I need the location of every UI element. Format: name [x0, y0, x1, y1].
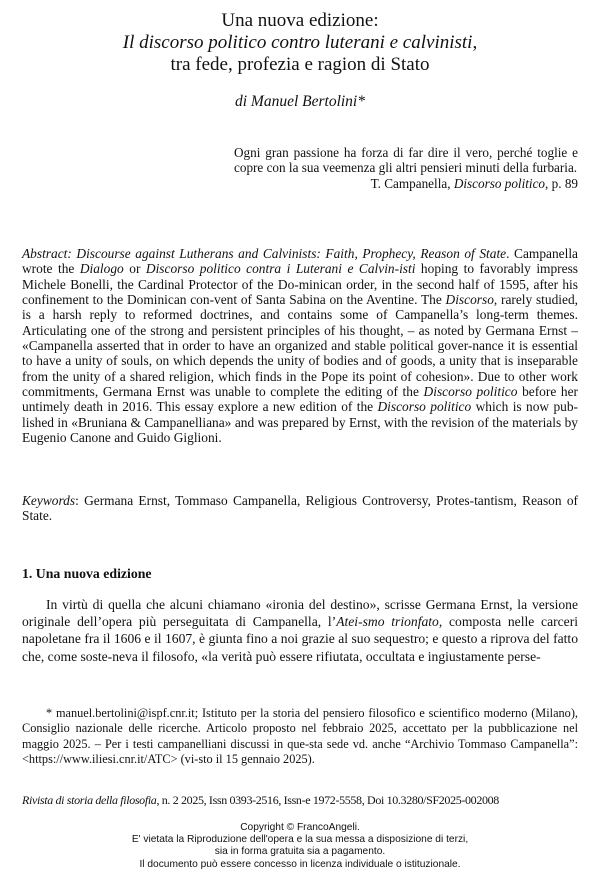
keywords-label: Keywords [22, 493, 76, 508]
author-byline: di Manuel Bertolini* [234, 93, 365, 110]
abstract: Abstract: Discourse against Lutherans and Calvinists: Faith, Prophecy, Reason of State. Campanella wrote the Dialogo or Discorso politico contra i Luterani e Calvin-isti hoping to favorably impress Michele Bonelli, the Cardinal Protector of the Do-minican order, in the second half of 1595, after his confinement to the Dominican con-vent of Santa Sabina on the Aventine. The Discorso, rarely studied, is a harsh reply to reformed doctrines, and contains some of Campanella’s long-term themes. Articulating one of the strong and persistent principles of his thought, – as noted by Germana Ernst – «Campanella asserted that in order to have an organized and stable political gover-nance it is essential to have a unity of souls, on which depends the unity of bodies and of goods, a unity that is inseparable from the unity of a shared religion, which finds in the Pope its point of cohesion». Due to other work commitments, Germana Ernst was unable to complete the editing of the Discorso politico before her untimely death in 2016. This essay explore a new edition of the Discorso politico which is now pub-lished in «Bruniana & Campanelliana» and was prepared by Ernst, with the revision of the materials by Eugenio Canone and Guido Giglioni. [22, 246, 579, 446]
abstract-label: Abstract: Discourse against Lutherans and Calvinists: Faith, Prophecy, Reason of State [22, 246, 507, 261]
title-line-3: tra fede, profezia e ragion di Stato [170, 54, 430, 75]
journal-citation [22, 793, 592, 808]
epigraph-source: T. Campanella, Discorso politico, p. 89 [370, 175, 578, 191]
epigraph-text: Ogni gran passione ha forza di far dire il vero, perché toglie e copre con la sua veemenza gli altri pensieri minuti della furbaria. [234, 145, 578, 176]
epigraph [234, 145, 578, 191]
keywords-list: : Germana Ernst, Tommaso Campanella, Religious Controversy, Protes-tantism, Reason of State. [22, 493, 578, 524]
article-title [0, 10, 600, 76]
journal-title: Rivista di storia della filosofia [22, 793, 157, 807]
title-line-1: Una nuova edizione: [221, 10, 379, 31]
title-italic-work: Il discorso politico contro luterani e calvinisti [122, 32, 473, 53]
footnote-text: * manuel.bertolini@ispf.cnr.it; Istituto per la storia del pensiero filosofico e scientifico moderno (Milano), Consiglio nazionale delle ricerche. Articolo proposto nel febbraio 2025, accettato per la pubblicazione nel maggio 2025. – Per i testi campanelliani discussi in que-sta sede vd. anche “Archivio Tommaso Campanella”: <https://www.iliesi.cnr.it/ATC> (vi-sto il 15 gennaio 2025). [22, 706, 578, 766]
keywords [22, 493, 578, 524]
body-paragraph: In virtù di quella che alcuni chiamano «ironia del destino», scrisse Germana Ernst, la versione originale dell’opera più perseguitata di Campanella, l’Atei-smo trionfato, composta nelle carceri napoletane fra il 1606 e il 1607, è giunta fino a noi grazie al suo sequestro; e questo a riprova del fatto che, come soste-neva il filosofo, «la verità può essere rifiutata, occultata e ingiustamente perse- [22, 597, 579, 664]
copyright-notice: Copyright © FrancoAngeli. E' vietata la Riproduzione dell'opera e la sua messa a disposizione di terzi, sia in forma gratuita sia a pagamento. Il documento può essere concesso in licenza individuale o istituzionale. [131, 822, 469, 870]
footnote [22, 706, 578, 767]
body-text [22, 596, 578, 665]
journal-details: , n. 2 2025, Issn 0393-2516, Issn-e 1972-5558, Doi 10.3280/SF2025-002008 [156, 793, 499, 807]
title-line-2: Il discorso politico contro luterani e calvinisti, [122, 32, 478, 53]
section-heading: 1. Una nuova edizione [22, 566, 152, 581]
